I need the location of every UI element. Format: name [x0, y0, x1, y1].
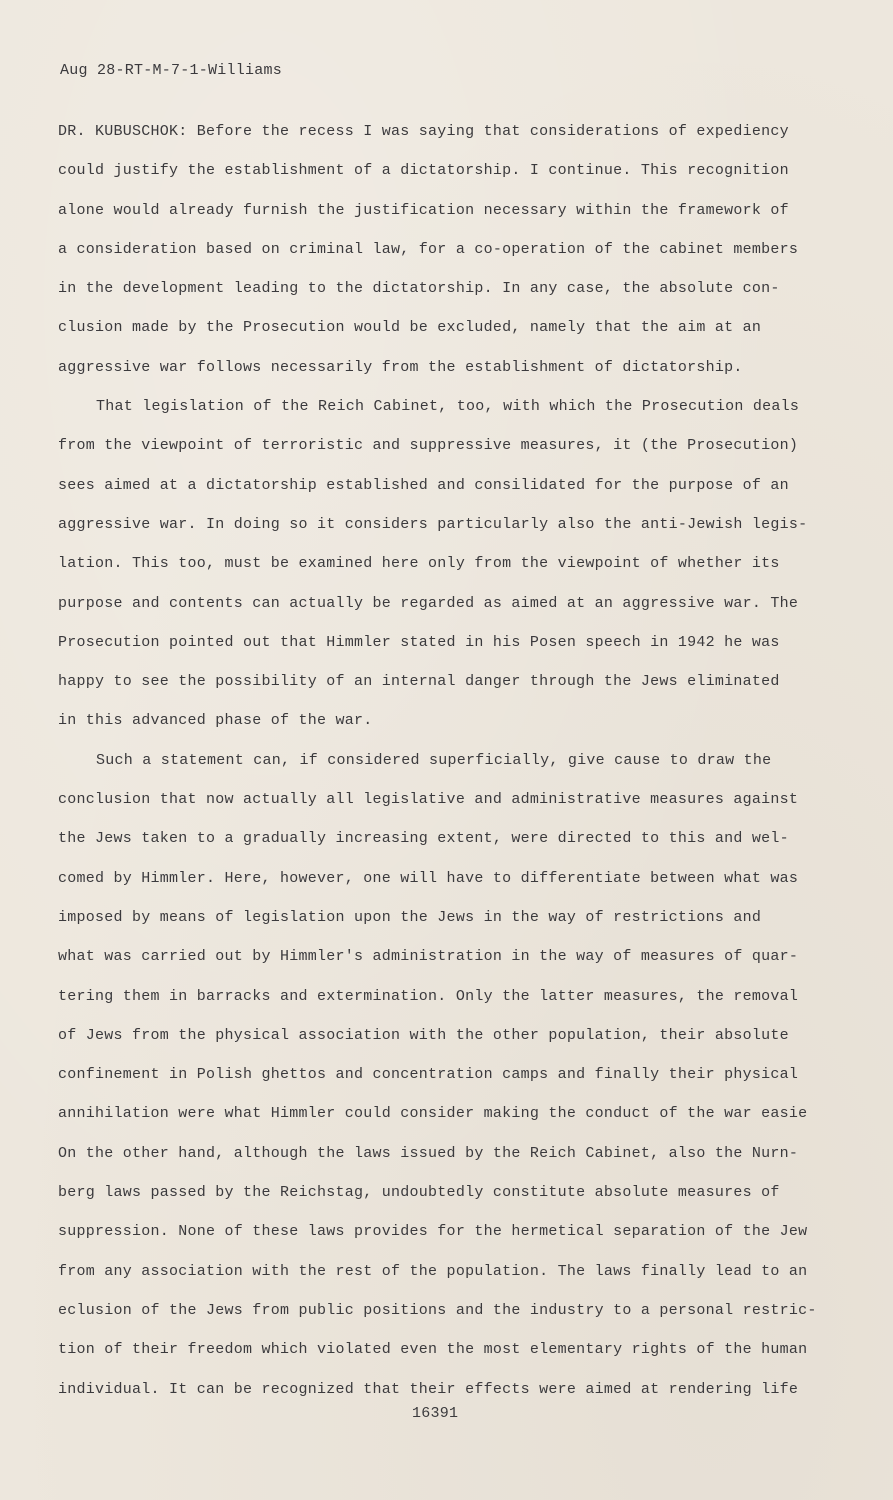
text-line: Prosecution pointed out that Himmler stated in his Posen speech in 1942 he was — [58, 633, 780, 651]
document-header: Aug 28-RT-M-7-1-Williams — [60, 62, 283, 79]
text-line: could justify the establishment of a dictatorship. I continue. This recognition — [58, 162, 789, 180]
text-line: DR. KUBUSCHOK: Before the recess I was saying that considerations of expediency — [58, 123, 789, 140]
text-line: lation. This too, must be examined here only from the viewpoint of whether its — [58, 555, 780, 573]
text-line: That legislation of the Reich Cabinet, too, with which the Prosecution deals — [96, 398, 800, 416]
text-line: in the development leading to the dictatorship. In any case, the absolute con- — [58, 280, 780, 298]
text-line: purpose and contents can actually be regarded as aimed at an aggressive war. The — [58, 594, 799, 612]
text-line: suppression. None of these laws provides for the hermetical separation of the Jew — [58, 1223, 808, 1241]
text-line: aggressive war. In doing so it considers particularly also the anti-Jewish legis- — [58, 515, 808, 533]
text-line: from any association with the rest of the population. The laws finally lead to an — [58, 1262, 808, 1280]
text-line: comed by Himmler. Here, however, one will have to differentiate between what was — [58, 869, 799, 887]
paragraph — [58, 395, 848, 749]
text-line: annihilation were what Himmler could consider making the conduct of the war easie — [58, 1105, 808, 1123]
page-number: 16391 — [412, 1405, 459, 1422]
text-line: clusion made by the Prosecution would be excluded, namely that the aim at an — [58, 319, 762, 337]
text-line: imposed by means of legislation upon the Jews in the way of restrictions and — [58, 908, 762, 926]
text-line: happy to see the possibility of an internal danger through the Jews eliminated — [58, 673, 780, 691]
text-line: confinement in Polish ghettos and concentration camps and finally their physical — [58, 1066, 799, 1084]
text-line: the Jews taken to a gradually increasing extent, were directed to this and wel- — [58, 830, 789, 848]
text-line: conclusion that now actually all legislative and administrative measures against — [58, 791, 799, 809]
text-line: a consideration based on criminal law, for a co-operation of the cabinet members — [58, 240, 799, 258]
text-line: On the other hand, although the laws issued by the Reich Cabinet, also the Nurn- — [58, 1144, 799, 1162]
text-line: individual. It can be recognized that their effects were aimed at rendering life — [58, 1380, 799, 1398]
text-line: of Jews from the physical association with the other population, their absolute — [58, 1026, 789, 1044]
text-line: what was carried out by Himmler's administration in the way of measures of quar- — [58, 948, 799, 966]
text-line: eclusion of the Jews from public positions and the industry to a personal restric- — [58, 1301, 817, 1319]
text-line: alone would already furnish the justification necessary within the framework of — [58, 201, 789, 219]
text-line: aggressive war follows necessarily from the establishment of dictatorship. — [58, 358, 743, 376]
paragraph — [58, 749, 848, 1417]
text-line: in this advanced phase of the war. — [58, 712, 373, 730]
text-line: tering them in barracks and extermination. Only the latter measures, the removal — [58, 987, 799, 1005]
text-line: tion of their freedom which violated even the most elementary rights of the human — [58, 1341, 808, 1359]
text-line: from the viewpoint of terroristic and suppressive measures, it (the Prosecution) — [58, 437, 799, 455]
text-line: berg laws passed by the Reichstag, undoubtedly constitute absolute measures of — [58, 1184, 780, 1202]
text-line: sees aimed at a dictatorship established and consilidated for the purpose of an — [58, 476, 789, 494]
document-body — [58, 120, 848, 1417]
text-line: Such a statement can, if considered superficially, give cause to draw the — [96, 751, 772, 769]
paragraph — [58, 120, 848, 395]
